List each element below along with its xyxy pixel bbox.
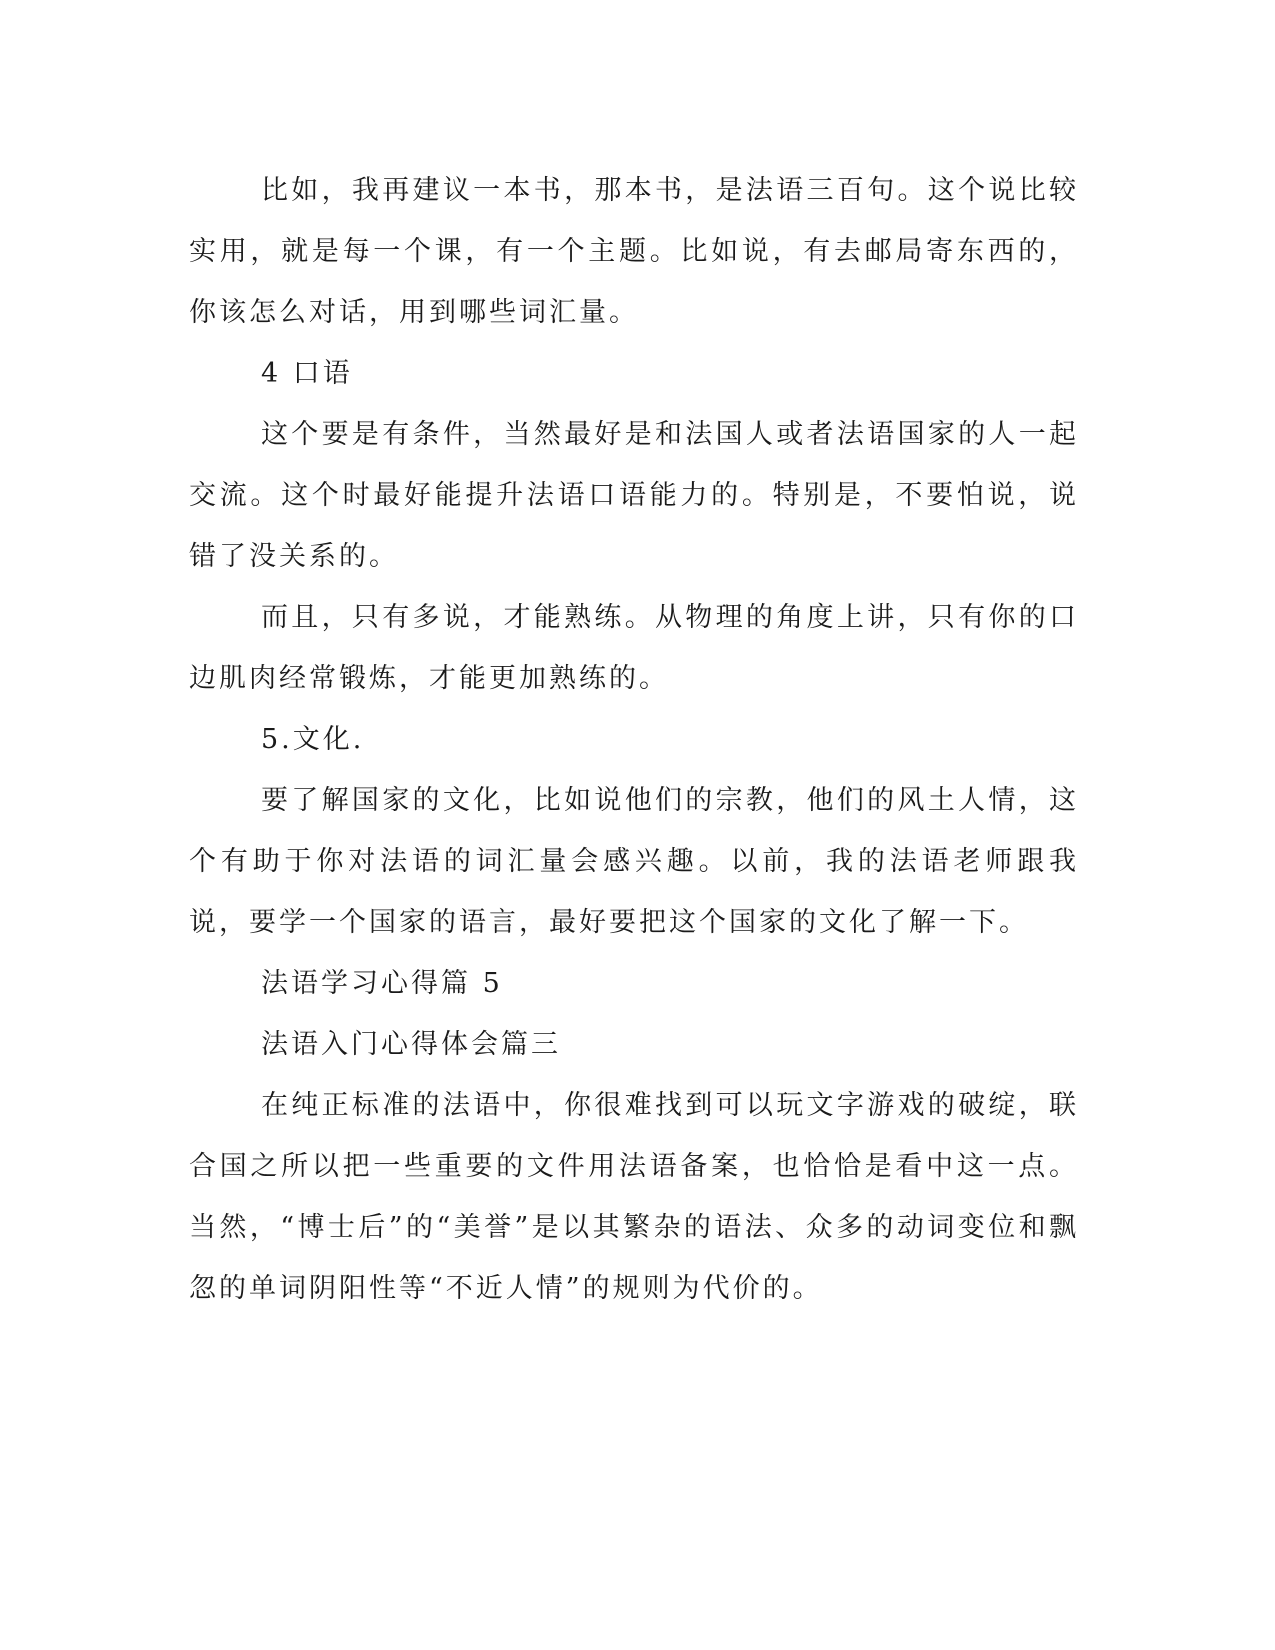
heading-spoken-language: 4 口语 <box>261 358 353 389</box>
heading-article-3: 法语入门心得体会篇三 <box>261 1029 561 1060</box>
paragraph-standard-french: 在纯正标准的法语中，你很难找到可以玩文字游戏的破绽，联合国之所以把一些重要的文件用法语备案，也恰恰是看中这一点。当然，“博士后”的“美誉”是以其繁杂的语法、众多的动词变位和飘忽的单词阴阳性等“不近人情”的规则为代价的。 <box>189 1090 1079 1304</box>
heading-article-5: 法语学习心得篇 5 <box>261 968 503 999</box>
paragraph-practice: 而且，只有多说，才能熟练。从物理的角度上讲，只有你的口边肌肉经常锻炼，才能更加熟练的。 <box>189 602 1079 694</box>
paragraph-culture: 要了解国家的文化，比如说他们的宗教，他们的风土人情，这个有助于你对法语的词汇量会感兴趣。以前，我的法语老师跟我说，要学一个国家的语言，最好要把这个国家的文化了解一下。 <box>189 785 1079 938</box>
document-body <box>189 160 1079 1319</box>
paragraph-book-recommendation: 比如，我再建议一本书，那本书，是法语三百句。这个说比较实用，就是每一个课，有一个主题。比如说，有去邮局寄东西的，你该怎么对话，用到哪些词汇量。 <box>189 175 1079 328</box>
heading-culture: 5.文化. <box>261 724 365 755</box>
paragraph-spoken-conditions: 这个要是有条件，当然最好是和法国人或者法语国家的人一起交流。这个时最好能提升法语口语能力的。特别是，不要怕说，说错了没关系的。 <box>189 419 1079 572</box>
